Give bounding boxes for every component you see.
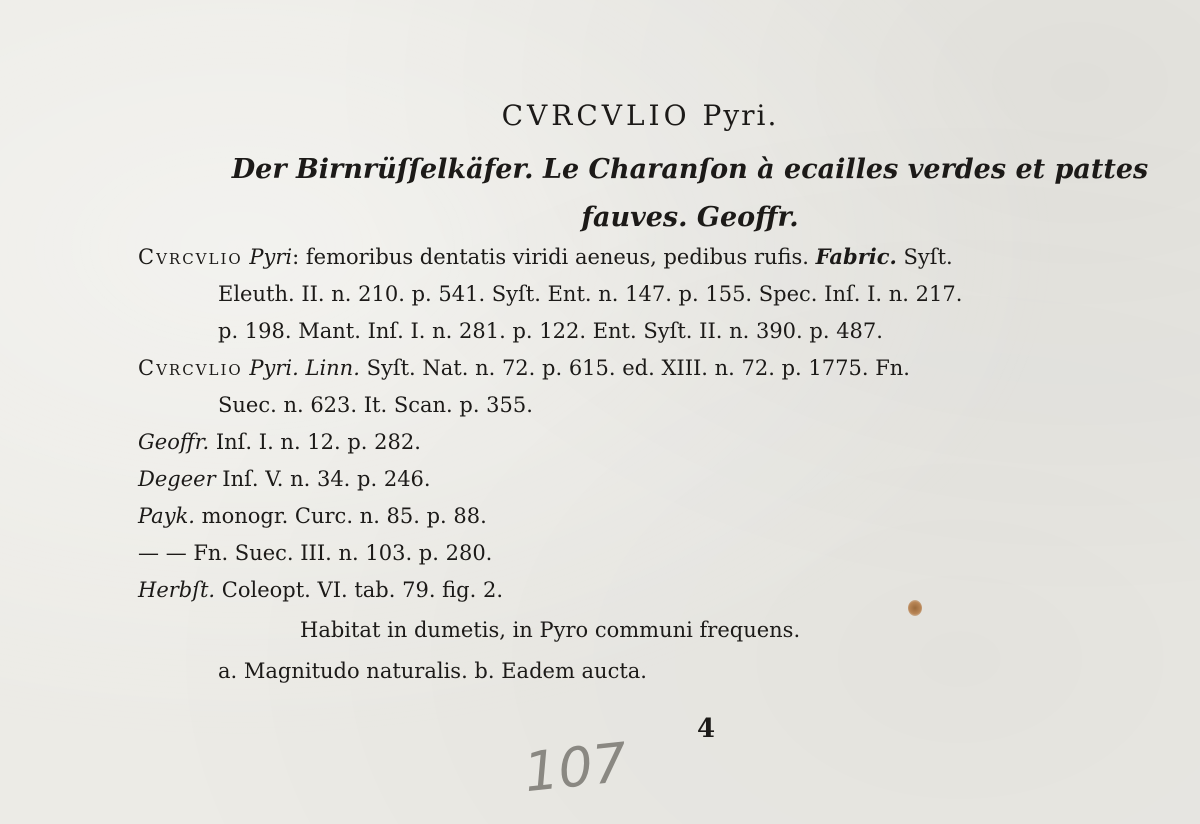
- entry-reference: Syſt.: [903, 245, 953, 269]
- paper-stain: [908, 600, 922, 616]
- synonymy-entry-geoffroy: [138, 424, 1168, 461]
- synonymy-entry-paykull-fauna: [138, 535, 1168, 572]
- entry-continuation-2: p. 198. Mant. Inſ. I. n. 281. p. 122. Ent. Syſt. II. n. 390. p. 487.: [218, 319, 883, 343]
- page-number: 4: [697, 714, 716, 744]
- synonymy-entry-degeer: [138, 461, 1168, 498]
- entry-author: Linn.: [305, 356, 360, 380]
- synonymy-entry-paykull: [138, 498, 1168, 535]
- entry-species: Pyri.: [249, 356, 299, 380]
- title-genus: CVRCVLIO: [501, 99, 691, 132]
- pencil-annotation: 107: [520, 730, 631, 805]
- entry-author: Geoffr.: [138, 430, 210, 454]
- common-names-line-1: Der Birnrüſſelkäfer. Le Charanſon à ecailles verdes et pattes: [231, 154, 1149, 185]
- entry-author: Herbſt.: [138, 578, 216, 602]
- entry-diagnosis: : femoribus dentatis viridi aeneus, pedibus rufis.: [292, 245, 809, 269]
- entry-reference: monogr. Curc. n. 85. p. 88.: [201, 504, 487, 528]
- synonymy-entry-linnaeus: [138, 350, 1168, 424]
- entry-ditto-mark: —: [138, 541, 159, 565]
- entry-reference: Inſ. I. n. 12. p. 282.: [215, 430, 421, 454]
- page-title: [0, 99, 1200, 132]
- entry-reference: — Fn. Suec. III. n. 103. p. 280.: [165, 541, 493, 565]
- entry-genus: Cvrcvlio: [138, 356, 243, 380]
- entry-reference: Coleopt. VI. tab. 79. fig. 2.: [221, 578, 503, 602]
- entry-genus: Cvrcvlio: [138, 245, 243, 269]
- synonymy-entry-fabricius: [138, 238, 1168, 350]
- common-names-line-2: fauves. Geoffr.: [581, 202, 799, 233]
- synonymy-entry-herbst: [138, 572, 1168, 609]
- common-names: [150, 146, 1200, 242]
- entry-author: Degeer: [138, 467, 216, 491]
- entry-author: Fabric.: [815, 244, 897, 269]
- synonymy-list: [138, 238, 1168, 609]
- figure-legend: a. Magnitudo naturalis. b. Eadem aucta.: [218, 659, 647, 683]
- entry-continuation-1: Eleuth. II. n. 210. p. 541. Syſt. Ent. n. 147. p. 155. Spec. Inſ. I. n. 217.: [218, 282, 963, 306]
- entry-continuation-1: Suec. n. 623. It. Scan. p. 355.: [218, 393, 533, 417]
- entry-species: Pyri: [249, 245, 293, 269]
- entry-reference: Inſ. V. n. 34. p. 246.: [222, 467, 431, 491]
- habitat-note: Habitat in dumetis, in Pyro communi frequens.: [300, 618, 801, 642]
- entry-author: Payk.: [138, 504, 195, 528]
- entry-reference: Syſt. Nat. n. 72. p. 615. ed. XIII. n. 72. p. 1775. Fn.: [366, 356, 910, 380]
- title-species: Pyri.: [702, 99, 779, 132]
